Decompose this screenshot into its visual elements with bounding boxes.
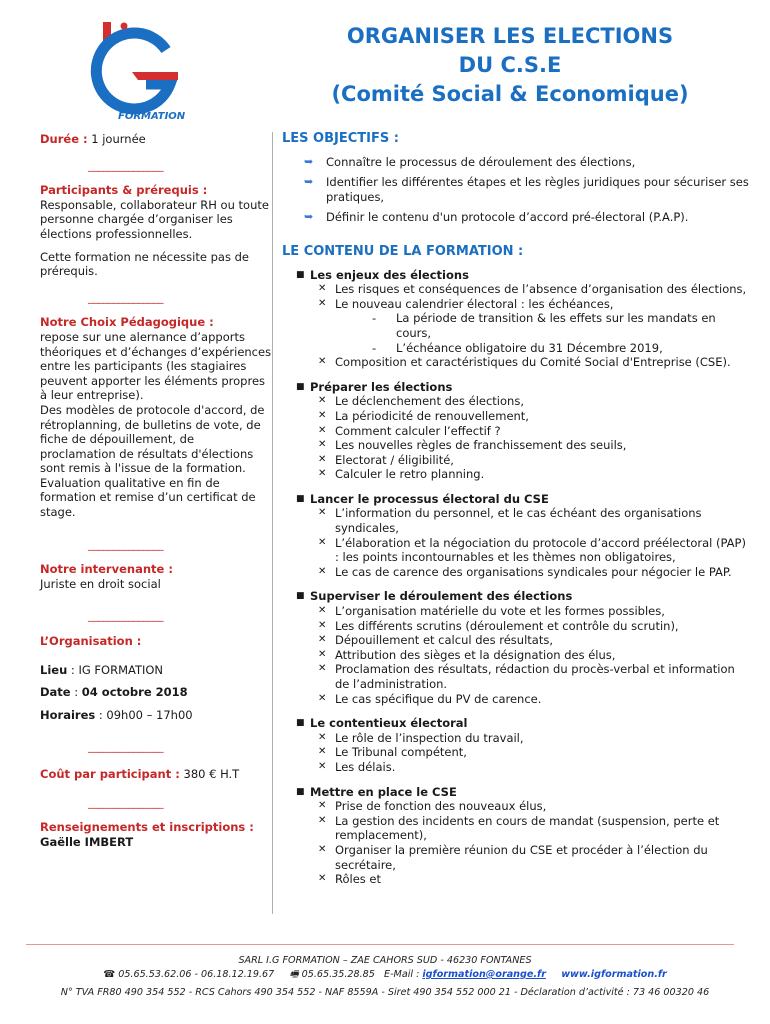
square-bullet-icon: ■: [296, 381, 305, 392]
list-item: ✕ Comment calculer l’effectif ?: [318, 423, 501, 438]
separator: _______________: [88, 740, 163, 754]
cross-bullet-icon: ✕: [318, 648, 327, 660]
cross-bullet-icon: ✕: [318, 692, 327, 704]
speaker-label: Notre intervenante :: [40, 562, 173, 577]
separator: _______________: [88, 795, 163, 809]
separator: _______________: [88, 609, 163, 623]
cross-bullet-icon: ✕: [318, 424, 327, 436]
list-item: ✕ Prise de fonction des nouveaux élus,: [318, 799, 547, 814]
cross-bullet-icon: ✕: [318, 605, 327, 617]
duration-label: Durée :: [40, 132, 88, 146]
cross-bullet-icon: ✕: [318, 439, 327, 451]
footer-legal: N° TVA FR80 490 354 552 - RCS Cahors 490 354 552 - NAF 8559A - Siret 490 354 552 000 21 - Déclaration d’activité : 73 46 00320 46: [60, 987, 710, 998]
list-item: ✕ Les différents scrutins (déroulement et contrôle du scrutin),: [318, 618, 679, 633]
list-item: ✕ L’organisation matérielle du vote et les formes possibles,: [318, 604, 665, 619]
footer-email-link[interactable]: igformation@orange.fr: [422, 969, 546, 980]
list-item: ✕ Composition et caractéristiques du Comité Social d'Entreprise (CSE).: [318, 355, 731, 370]
content-section: [282, 716, 752, 774]
objective-item: ➥ Connaître le processus de déroulement des élections,: [304, 154, 636, 169]
cross-bullet-icon: ✕: [318, 634, 327, 646]
cross-bullet-icon: ✕: [318, 800, 327, 812]
objectives-heading: LES OBJECTIFS :: [282, 131, 399, 146]
separator: _______________: [88, 158, 163, 172]
list-item: ✕ Le déclenchement des élections,: [318, 394, 524, 409]
sub-item: - La période de transition & les effets sur les mandats en cours,: [372, 311, 716, 340]
square-bullet-icon: ■: [296, 269, 305, 280]
section-title: Mettre en place le CSE: [310, 784, 457, 799]
pedagogy-label: Notre Choix Pédagogique :: [40, 315, 214, 330]
footer-address: SARL I.G FORMATION – ZAE CAHORS SUD - 46230 FONTANES: [238, 955, 532, 966]
place: [40, 663, 272, 678]
square-bullet-icon: ■: [296, 718, 305, 729]
section-title: Superviser le déroulement des élections: [310, 589, 573, 604]
cross-bullet-icon: ✕: [318, 760, 327, 772]
cross-bullet-icon: ✕: [318, 843, 327, 855]
cross-bullet-icon: ✕: [318, 356, 327, 368]
section-title: Lancer le processus électoral du CSE: [310, 491, 549, 506]
content-section: [282, 589, 752, 706]
list-item: ✕ Dépouillement et calcul des résultats,: [318, 633, 553, 648]
participants-label: Participants & prérequis :: [40, 183, 208, 198]
title-line-1: ORGANISER LES ELECTIONS: [346, 24, 674, 48]
cross-bullet-icon: ✕: [318, 297, 327, 309]
title-line-3: (Comité Social & Economique): [331, 82, 689, 106]
list-item: ✕ Le cas spécifique du PV de carence.: [318, 691, 542, 706]
date-label: Date: [40, 685, 71, 700]
date-separator: :: [74, 685, 79, 700]
main-content: [282, 132, 752, 887]
cross-bullet-icon: ✕: [318, 814, 327, 826]
content-heading: LE CONTENU DE LA FORMATION :: [282, 243, 524, 259]
cost-value: 380 € H.T: [183, 767, 240, 781]
content-section: [282, 380, 752, 482]
list-item: ✕ Proclamation des résultats, rédaction du procès-verbal et information de l’administration.: [318, 662, 735, 691]
list-item: ✕ Attribution des sièges et la désignation des élus,: [318, 647, 616, 662]
cost-label: Coût par participant :: [40, 767, 180, 781]
contact-label: Renseignements et inscriptions :: [40, 820, 254, 835]
place-value: : IG FORMATION: [70, 662, 164, 677]
square-bullet-icon: ■: [296, 786, 305, 797]
arrow-bullet-icon: ➥: [304, 154, 314, 168]
square-bullet-icon: ■: [296, 591, 305, 602]
sub-item: - L’échéance obligatoire du 31 Décembre 2019,: [372, 340, 663, 355]
cross-bullet-icon: ✕: [318, 619, 327, 631]
list-item: ✕ Les délais.: [318, 759, 396, 774]
footer-fax: 🖷 05.65.35.28.85: [289, 969, 375, 980]
column-divider: [272, 132, 273, 914]
square-bullet-icon: ■: [296, 493, 305, 504]
separator: _______________: [88, 290, 163, 304]
list-item: ✕ La périodicité de renouvellement,: [318, 408, 529, 423]
cross-bullet-icon: ✕: [318, 395, 327, 407]
contact-name: Gaëlle IMBERT: [40, 834, 134, 849]
cost: [40, 767, 272, 782]
cross-bullet-icon: ✕: [318, 453, 327, 465]
list-item: ✕ Les nouvelles règles de franchissement des seuils,: [318, 438, 627, 453]
objective-item: ➥ Identifier les différentes étapes et les règles juridiques pour sécuriser ses pratiques,: [304, 175, 749, 204]
cross-bullet-icon: ✕: [318, 746, 327, 758]
footer-email-label: E-Mail :: [384, 969, 420, 980]
content-section: [282, 785, 752, 887]
list-item: ✕ Le rôle de l’inspection du travail,: [318, 730, 524, 745]
cross-bullet-icon: ✕: [318, 565, 327, 577]
document-title: [240, 22, 770, 109]
speaker-text: Juriste en droit social: [40, 576, 161, 591]
footer-contacts: [0, 968, 770, 982]
section-title: Les enjeux des élections: [310, 267, 469, 282]
footer-divider: [26, 944, 734, 945]
cross-bullet-icon: ✕: [318, 536, 327, 548]
hours: [40, 708, 272, 723]
list-item: ✕ Rôles et: [318, 872, 382, 887]
cross-bullet-icon: ✕: [318, 409, 327, 421]
separator: _______________: [88, 537, 163, 551]
cross-bullet-icon: ✕: [318, 873, 327, 885]
logo-wordmark: FORMATION: [118, 111, 186, 122]
list-item: ✕ Le nouveau calendrier électoral : les échéances,: [318, 296, 614, 311]
content-section: [282, 268, 752, 370]
date: [40, 685, 272, 700]
list-item: ✕ Le Tribunal compétent,: [318, 745, 467, 760]
logo-graphic: [86, 14, 186, 124]
arrow-bullet-icon: ➥: [304, 210, 314, 224]
duration-value: 1 journée: [91, 132, 146, 146]
participants-text: Responsable, collaborateur RH ou toute personne chargée d’organiser les élections professionnelles.: [40, 197, 269, 241]
prerequisite-text: Cette formation ne nécessite pas de prérequis.: [40, 249, 249, 279]
sidebar: [40, 132, 272, 849]
pedagogy-text: Evaluation qualitative en fin de formation et remise d’un certificat de stage.: [40, 475, 256, 520]
hours-label: Horaires: [40, 707, 96, 722]
list-item: ✕ Calculer le retro planning.: [318, 467, 485, 482]
footer-website-link[interactable]: www.igformation.fr: [561, 969, 667, 980]
duration: [40, 132, 272, 147]
list-item: ✕ Le cas de carence des organisations syndicales pour négocier le PAP.: [318, 564, 732, 579]
cross-bullet-icon: ✕: [318, 283, 327, 295]
organisation-label: L’Organisation :: [40, 634, 142, 649]
list-item: ✕ L’élaboration et la négociation du protocole d’accord préélectoral (PAP) : les points incontournables et les thèmes non obligatoires,: [318, 535, 746, 565]
pedagogy-text: repose sur une alernance d’apports théoriques et d’échanges d’expériences entre les participants (les stagiaires peuvent apporter les éléments propres à leur entreprise).: [40, 329, 272, 403]
title-line-2: DU C.S.E: [458, 53, 562, 77]
ig-formation-logo: [86, 14, 186, 124]
hours-value: : 09h00 – 17h00: [98, 707, 193, 722]
list-item: ✕ Organiser la première réunion du CSE et procéder à l’élection du secrétaire,: [318, 842, 708, 872]
footer-phone: ☎ 05.65.53.62.06 - 06.18.12.19.67: [103, 969, 275, 980]
section-title: Préparer les élections: [310, 379, 453, 394]
list-item: ✕ Les risques et conséquences de l’absence d’organisation des élections,: [318, 282, 747, 297]
date-value: 04 octobre 2018: [81, 685, 188, 700]
content-section: [282, 492, 752, 580]
cross-bullet-icon: ✕: [318, 468, 327, 480]
footer: [0, 954, 770, 1000]
section-title: Le contentieux électoral: [310, 716, 468, 731]
place-label: Lieu: [40, 662, 68, 677]
pedagogy-text: Des modèles de protocole d'accord, de rétroplanning, de bulletins de vote, de fiche de dépouillement, de proclamation de résultats d'élections sont remis à l'issue de la formation.: [40, 402, 265, 476]
objective-item: ➥ Définir le contenu d'un protocole d’accord pré-électoral (P.A.P).: [304, 210, 689, 225]
cross-bullet-icon: ✕: [318, 507, 327, 519]
arrow-bullet-icon: ➥: [304, 175, 314, 189]
list-item: ✕ L’information du personnel, et le cas échéant des organisations syndicales,: [318, 506, 702, 536]
cross-bullet-icon: ✕: [318, 731, 327, 743]
list-item: ✕ La gestion des incidents en cours de mandat (suspension, perte et remplacement),: [318, 813, 720, 843]
cross-bullet-icon: ✕: [318, 663, 327, 675]
list-item: ✕ Electorat / éligibilité,: [318, 452, 454, 467]
